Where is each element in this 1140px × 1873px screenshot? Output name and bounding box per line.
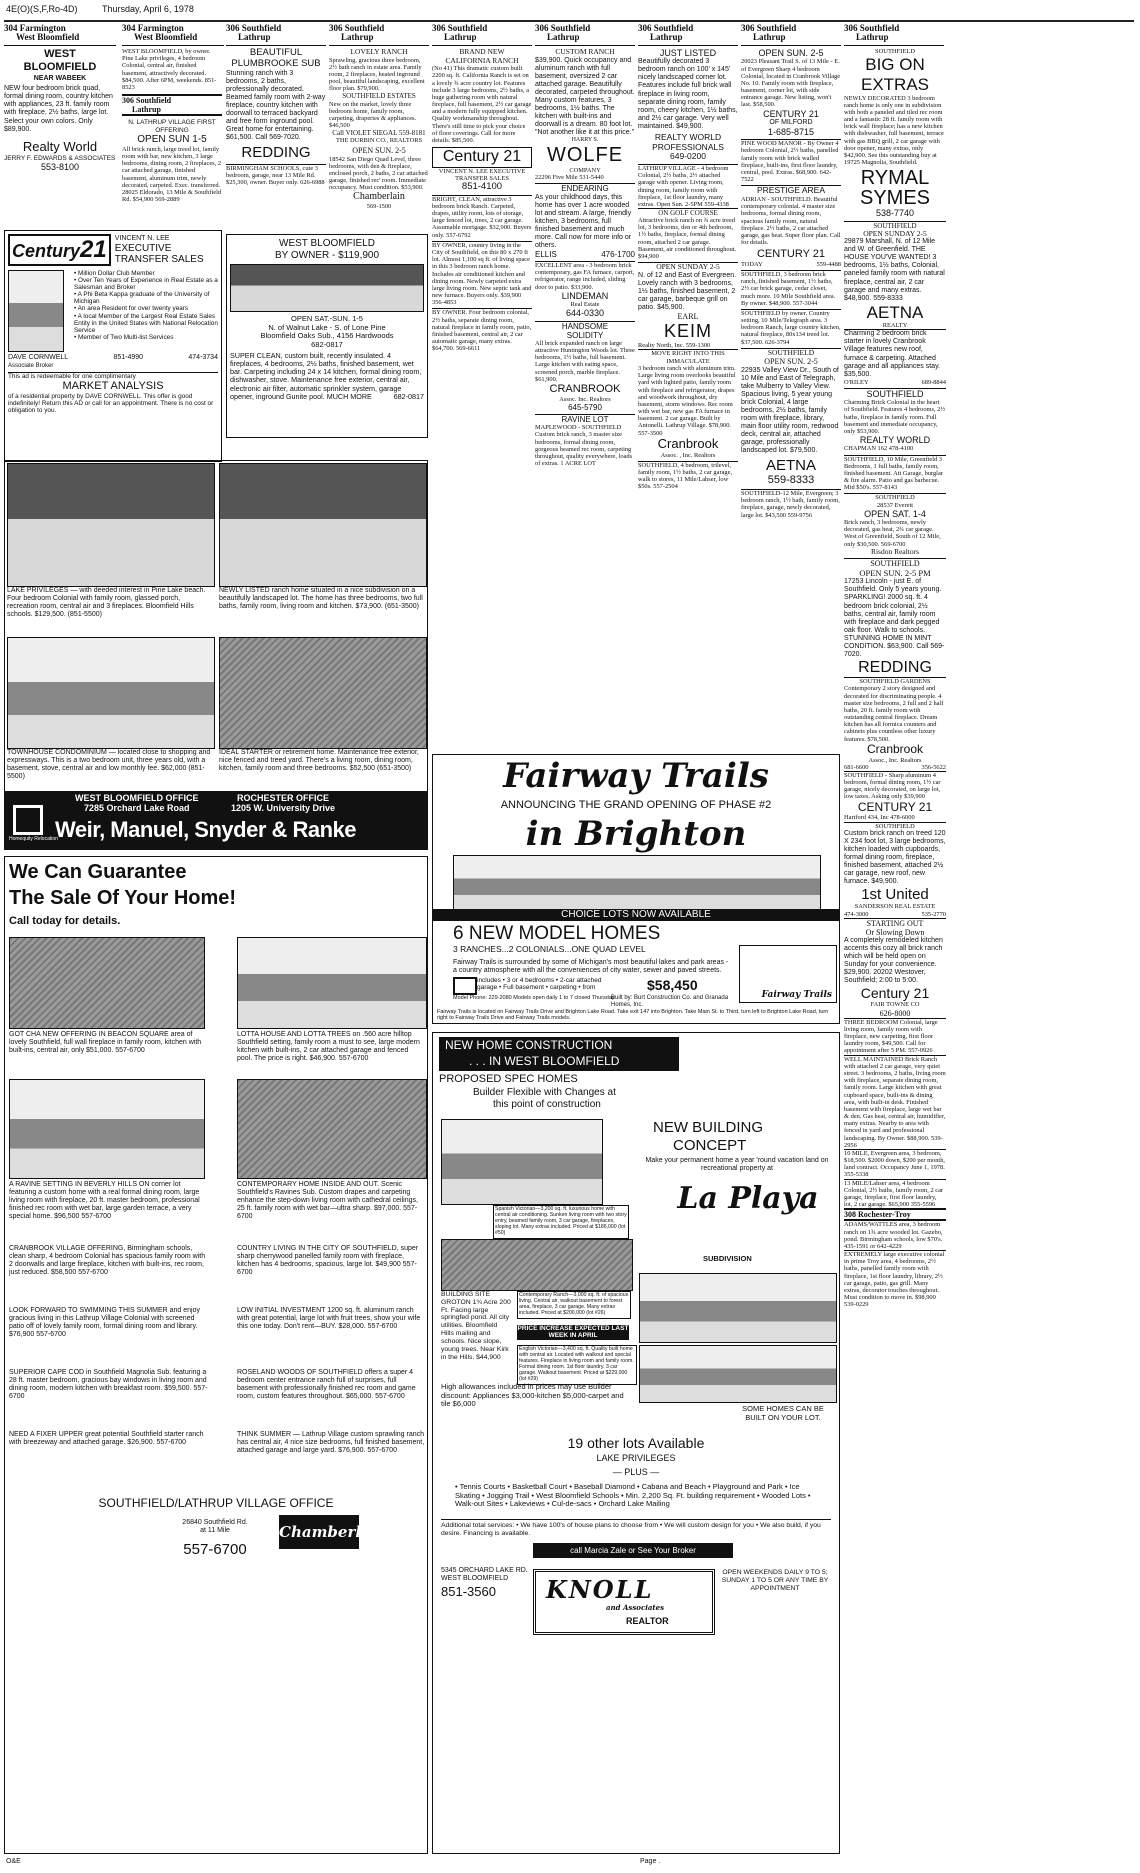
spec-box-2: Contemporary Ranch—3,000 sq. ft. of spacious living. Central air, walkout basement to forest area, fireplace, 3 car garage. Many extras included. Priced at $200,000 (lot #26)	[517, 1291, 631, 1319]
ad-body: $39,900. Quick occupancy and aluminum ranch with full basement, oversized 2 car attached garage. Beautifully decorated, carpeted throughout. Many custom features, 3 bedrooms, 1½ baths. The kitchen with built-ins and doorwall is a dream. 80 foot lot. "Not another like it at this price."	[535, 56, 635, 137]
ad-body-2: New on the market, lovely three bedroom home, family room, carpeting, draperies & appliances. $46,500	[329, 100, 417, 130]
broker-sub-10: FAIR TOWNE CO	[870, 1001, 920, 1009]
broker-name-8: CENTURY 21	[857, 799, 933, 814]
ad-body-5: SOUTHFIELD by owner. Country setting, 10 Mile/Telegraph area. 3 bedroom Ranch, large country kitchen, natural fireplace, 80x134 treed lot. $37,500. 626-3794	[741, 309, 841, 346]
knoll-realtor: REALTOR	[626, 1616, 669, 1626]
broker-phone: 553-8100	[40, 162, 80, 173]
ad-headline-2: EXTRAS	[860, 75, 930, 95]
broker-name-3: Cranbrook	[657, 435, 719, 451]
century21-agent: VINCENT N. LEE EXECUTIVE TRANSFER SALES	[114, 234, 204, 266]
listing-a2: LOTTA HOUSE AND LOTTA TREES on .560 acre hilltop Southfield setting, family room a must to see, large modern kitchen with built-ins, 2 car attached garage and fenced pool. The price is right. $46,900. 557-6700	[237, 1031, 420, 1063]
ad-headline-6: SOUTHFIELD	[844, 493, 946, 501]
colhead-9: 306 Southfield Lathrup	[844, 24, 944, 46]
office-address: 26840 Southfield Rd. at 11 Mile	[182, 1519, 248, 1535]
broker-name: VINCENT N. LEE EXECUTIVE TRANSFER SALES	[438, 167, 526, 182]
additional-services: Additional total services: • We have 100's of house plans to choose from • We will custom design for you • We also build, if you desire. Financing is available.	[441, 1519, 831, 1538]
ad-headline-2: PLUMBROOKE SUB	[231, 57, 321, 69]
phone: 682-0817	[311, 339, 343, 349]
knoll-phone: 851-3560	[441, 1584, 496, 1599]
fairway-model-phone: Model Phone: 229-2080 Models open daily 1 to 7 closed Thursday	[453, 995, 615, 1001]
offer-text: This ad is redeemable for one complimentary	[8, 372, 218, 380]
ad-headline-9: SOUTHFIELD	[844, 558, 946, 568]
ad-headline-2: ON GOLF COURSE	[638, 208, 738, 217]
ad-body-2: BIRMINGHAM SCHOOLS, cute 3 bedroom, garage, near 13 Mile Rd. $25,300, owner. Buyer only. 626-6988	[226, 164, 325, 186]
broker-name-5: Risdon Realtors	[870, 546, 920, 556]
fairway-house-drawing	[453, 855, 821, 913]
ad-body-7: 17253 Lincoln - just E. of Southfield. Only 5 years young. SPARKLING! 2000 sq. ft. 4 bedroom brick colonial, 2½ baths, central air, family room with fireplace and dark pegged oak floor. Walk to schools. STUNNING HOME IN MINT CONDITION. $63,900. Call 569-7020.	[844, 578, 945, 658]
colhead-7: 306 Southfield Lathrup	[638, 24, 738, 46]
agent-line: ELLIS 476-1700	[535, 249, 635, 259]
nhc-tagline: Make your permanent home a year 'round vacation land on recreational property at	[645, 1157, 829, 1173]
ad-headline-3: SOUTHFIELD	[844, 221, 946, 230]
broker-phone: 538-7740	[875, 208, 915, 219]
colhead-8: 306 Southfield Lathrup	[741, 24, 841, 46]
section-head: 306 Southfield Lathrup	[122, 94, 222, 116]
century21-body	[8, 270, 218, 352]
amenities: • Tennis Courts • Basketball Court • Baseball Diamond • Cabana and Beach • Playground and Park • Ice Skating • Jogging Trail • West Bloomfield Schools • Min. 2,200 Sq. Ft. building requirement • Wooded Lots • Walk-out Sites • Lakeviews • Cul-de-sacs • Orchard Lake Mailing	[455, 1482, 811, 1509]
broker-phone: 569-1500	[366, 202, 392, 210]
knoll-assoc: and Associates	[606, 1603, 665, 1612]
house-photo	[230, 264, 424, 312]
offer-headline: MARKET ANALYSIS	[62, 379, 164, 392]
broker-logo: Century 21	[432, 147, 532, 167]
ad-headline: OPEN SUN 1-5	[137, 134, 207, 146]
colhead-2: 304 Farmington West Bloomfield	[122, 24, 224, 46]
listing-photo-a1	[9, 937, 205, 1029]
ad-headline: BIG ON	[865, 55, 925, 75]
open-house: OPEN SAT.-SUN. 1-5	[291, 314, 363, 323]
broker-logo: KEIM	[663, 321, 712, 342]
price-increase-banner: PRICE INCREASE EXPECTED LAST WEEK IN APRIL	[517, 1325, 629, 1340]
ad-body-3: 18542 San Diego Quad Level, three bedrooms, with den & fireplace, enclosed porch, 2 baths, 2 car attached garage, finished rec' room. Immediate occupancy. Must condition. $53,900.	[329, 155, 428, 192]
broker-agent: HARRY S.	[571, 137, 599, 144]
century21-executive-ad	[4, 230, 222, 462]
ad-headline: LOVELY RANCH	[350, 48, 408, 56]
agent-contact: Call VIOLET SIEGAL 559-8181	[332, 129, 426, 138]
office-1: WEST BLOOMFIELD OFFICE 7285 Orchard Lake Road	[75, 793, 199, 814]
ad-headline-13: STARTING OUT	[844, 918, 946, 928]
ad-headline: WEST BLOOMFIELD	[279, 238, 375, 249]
listing-a9: SUPERIOR CAPE COD in Southfield Magnolia Sub. featuring a 28 ft. master bedroom, gracious bay windows in living room and dining room, modern kitchen with breakfast room. $59,500. 557-6700	[9, 1369, 208, 1401]
chamberlain-logo: Chamberlain	[279, 1515, 359, 1549]
broker-name-10: Century 21	[860, 985, 930, 1002]
broker-name: THE DURBIN CO., REALTORS	[335, 137, 423, 145]
ad-body-2: All brick ranch, large treed lot, family room with bar, new kitchen, 3 large bedrooms, dining room, 2 fireplaces, 2 car attached garage, finished basement, aluminum trim, newly decorated, carpeted. Exec. transferred. 28025 Eldorado, 13 Mile & Southfield Rd. $54,900 569-2889	[122, 145, 222, 204]
broker-name-2: CENTURY 21	[756, 248, 826, 261]
listing-photo-1	[7, 463, 215, 587]
homequity-logo	[13, 805, 43, 835]
listing-photo-a2	[237, 937, 427, 1029]
nhc-rendering-1	[441, 1119, 603, 1205]
broker-name: Realty World	[22, 138, 98, 154]
ad-body-2: 29879 Marshall, N. of 12 Mile and W. of Greenfield. THE HOUSE YOU'VE WANTED! 3 bedrooms, 1½ baths, Colonial, paneled family room with natural fireplace, central air, 2 car garage and many extras. $48,900. 559-8333	[844, 238, 945, 302]
colhead-3: 306 Southfield Lathrup	[226, 24, 326, 46]
ad-body-15: 13 MILE/Lahser area, 4 bedroom Colonial, 2½ baths, family room, 2 car garage, fireplace, first floor laundry, lot, 2 car garage. $65,900 355-5596	[844, 1179, 946, 1209]
broker-phone-3: 645-5790	[568, 402, 602, 412]
fairway-map-label: Fairway Trails	[761, 989, 832, 1000]
broker-line-7: 681-6600 356-5622	[844, 763, 946, 771]
ad-body-17: EXTREMELY large executive colonial in prime Troy area, 4 bedrooms, 2½ baths, panelled family room with fireplace, 1st floor laundry, library, 2½ car garage, patio, gas grill. Many extras, decorator touches throughout. Must condition to move in. $98,900 539-0229	[844, 1251, 945, 1309]
guarantee-headline: We Can Guarantee	[9, 861, 187, 883]
nhc-rendering-3	[639, 1273, 837, 1343]
ad-body: NEWLY DECORATED 3 bedroom ranch home is only one in subdivision with both a paneled and tiled rec room and a fantastic 28 ft. family room with brick wall fireplace; has a new kitchen with dishwasher, full basement, terrace with gas BBQ grill, 2 car garage with door opener, many extras, only $42,900. See this outstanding buy at 19725 Magnolia, Southfield.	[844, 94, 944, 167]
ad-headline-4: MOVE RIGHT INTO THIS IMMACULATE	[638, 349, 738, 365]
broker-sub-9: SANDERSON REAL ESTATE	[854, 903, 936, 911]
spec-box-1: Spanish Victorian—3,200 sq. ft. luxurious home with central air conditioning. Sunken living room with two story entry, beamed family room, 3 car garage, fireplaces, sloping lot. Many extras included. Priced at $186,000 (lot #50)	[493, 1205, 629, 1239]
ad-body-2: As your childhood days, this home has over 1 acre wooded lot and stream. A large, friendly kitchen, 3 bedrooms, full finished basement and much more. Call now for more info or others.	[535, 193, 632, 249]
ad-subhead: NEAR WABEEK	[33, 75, 87, 83]
ad-body-3: EXCELLENT area - 3 bedroom brick contemporary, gas FA furnace, carport, refrigerator, range included, sliding door to patio. $33,900.	[535, 262, 635, 291]
knoll-logo: KNOLL	[546, 1575, 654, 1604]
ad-headline-2: BLOOMFIELD	[23, 60, 97, 73]
listing-3: TOWNHOUSE CONDOMINIUM — located close to shopping and expressways. This is a two bedroom unit, three years old, with a basement, stove, central air and low monthly fee. $62,000 (851-5500)	[7, 749, 211, 781]
ad-body: SUPER CLEAN, custom built, recently insulated. 4 fireplaces, 4 bedrooms, 2½ baths, finished basement, wet bar. Carpeting including 24 x 14 kitchen, formal dining room, dishwasher, stove. Maintenance free exterior, central air, electronic air filter, automatic sprinkler system, garage opener, inground Gunite pool. MUCH MORE 682-0817	[230, 350, 424, 401]
col7	[638, 48, 738, 748]
west-bloomfield-by-owner-ad	[226, 234, 428, 438]
knoll-logo-box	[533, 1569, 715, 1635]
listing-photo-2	[219, 463, 427, 587]
ad-body: WEST BLOOMFIELD, by owner. Pine Lake privileges, 4 bedroom Colonial, central air, finished basement, attractively decorated. $84,500. After 6PM, weekends. 851-8523	[122, 48, 217, 91]
broker-sub-2: Realty North, Inc. 559-1300	[638, 341, 711, 349]
listing-a3: A RAVINE SETTING IN BEVERLY HILLS ON corner lot featuring a custom home with a real formal dining room, large living room with fireplace, 20 ft. master bedroom, professional finished rec room with wet bar, large garden terrace, a very special home. $96,500 557-6700	[9, 1181, 200, 1221]
ad-headline-5: SOUTHFIELD	[844, 388, 946, 399]
address: Bloomfield Oaks Sub., 4156 Hardwoods	[260, 331, 394, 341]
broker-name-3: CRANBROOK	[549, 382, 621, 395]
section-head-rochester-troy: 308 Rochester-Troy	[844, 1208, 946, 1221]
ad-body-4: N. of 12 and East of Evergreen. Lovely ranch with 3 bedrooms, 1½ baths, finished basement, 2 car garage, barbeque grill on patio. $45,900.	[638, 271, 737, 311]
broker-address: 22296 Five Mile 531-5440	[535, 174, 604, 182]
ad-body-4: SOUTHFIELD, 3 bedroom brick ranch, finished basement, 1½ baths, 2½ car brick garage, cedar closet, much more. 10 Mile Southfield area. By owner. $48,900. 557-3044	[741, 270, 841, 307]
broker-name: CENTURY 21	[763, 108, 819, 119]
fairway-body: Fairway Trails is surrounded by some of Michigan's most beautiful lakes and park areas - a country atmosphere with all the conveniences of city water, sewer and paved streets.	[453, 959, 729, 975]
building-site: BUILDING SITE GROTON 1¾ Acre 200 Ft. Facing large springfed pond. All city utilities. Bloomfield Hills mailing and schools. Nice slope, young trees. Near Kirk in the Hills. $44,900	[441, 1291, 511, 1361]
broker-agent: EARL	[677, 312, 699, 322]
nhc-builder: Builder Flexible with Changes at	[473, 1087, 616, 1098]
issue-date: Thursday, April 6, 1978	[102, 4, 194, 14]
ad-body-3: BY OWNER, country living in the City of Southfield, on this 80 x 270 ft lot. Almost 1,100 sq ft. of living space in this 3 bedroom ranch home. Includes air conditioned kitchen and dining room. Newly carpeted extra large living room. New septic tank and new furnace. Buyers only. $39,900 356-4853	[432, 241, 532, 307]
ad-body-16: ADAMS/WATTLES area, 3 bedroom ranch on 1¾ acre wooded lot. Gazebo, pond. Birmingham schools, low $70's. 435-1591 or 642-4229	[844, 1221, 943, 1250]
century21-bullets: • Million Dollar Club Member • Over Ten Years of Experience in Real Estate as a Salesman and Broker • A Phi Beta Kappa graduate of the University of Michigan • An area Resident for over twenty years • A local Member of the Largest Real Estate Sales Entity in the United States with National Relocation Service • Member of Two Multi-list Services	[74, 269, 218, 342]
chamberlain-guarantee-ad	[4, 856, 428, 1854]
broker-name-2: LINDEMAN	[561, 290, 609, 301]
ad-headline-14: Or Slowing Down	[865, 927, 925, 937]
listing-photo-4	[219, 637, 427, 749]
listing-a6: COUNTRY LIVING IN THE CITY OF SOUTHFIELD, super sharp cherrywood panelled family room with fireplace, kitchen has 4 bedrooms, spacious, large lot. $49,900 557-6700	[237, 1245, 419, 1277]
ad-body-2: PINE WOOD MANOR - By Owner 4 bedroom Colonial, 2½ baths, panelled family room with brick walled fireplace, built-ins, first floor laundry, central, pool. Extras. $68,900. 642-7522	[741, 139, 841, 183]
listing-a4: CONTEMPORARY HOME INSIDE AND OUT. Scenic Southfield's Ravines Sub. Custom drapes and carpeting enhance the step-down living room with cathedral ceilings, 25 ft. family room with wet bar—ultra sharp. $97,000. 557-6700	[237, 1181, 418, 1221]
colhead-6: 306 Southfield Lathrup	[535, 24, 635, 46]
fairway-model-types: 3 RANCHES...2 COLONIALS...ONE QUAD LEVEL	[453, 944, 646, 954]
col4-top	[329, 48, 429, 234]
ad-body-2: LATHRUP VILLAGE - 4 bedroom Colonial, 2½ baths, 2½ attached garage with opener. Living room, dining room, family room with fireplace, 1st floor laundry, many extras. Open Sun. 2-5PM 559-4338	[638, 164, 738, 208]
broker-name: REDDING	[241, 144, 311, 162]
broker-name-2: AETNA	[866, 302, 924, 322]
broker-logo: Chamberlain	[353, 191, 405, 203]
col8	[741, 48, 841, 748]
ad-subhead: N. LATHRUP VILLAGE FIRST OFFERING	[128, 119, 216, 134]
broker-phone-10: 626-8000	[879, 1008, 911, 1018]
ad-body-2: BRIGHT, CLEAN, attractive 3 bedroom brick Ranch. Carpeted, drapes, utility room, lots of storage, large fenced lot, trees, 2 car garage. Assumable mortgage. $32,900. Buyers only. 557-6792	[432, 195, 532, 239]
fairway-title: Fairway Trails	[503, 756, 769, 796]
broker-sub-8: Hartford 434, Inc 478-6000	[844, 814, 915, 822]
other-lots: 19 other lots Available	[567, 1435, 705, 1451]
fairway-builder: Built by: Burt Construction Co. and Granada Homes, Inc.	[611, 995, 729, 1008]
fairway-location: in Brighton	[525, 814, 747, 854]
ad-body-4: BY OWNER. Four bedroom colonial, 2½ baths, separate dining room, natural fireplace in family room, patio, finished basement, central air, 2 car automatic garage, many extras. $64,700. 569-6611	[432, 309, 532, 353]
listing-a12: THINK SUMMER — Lathrup Village custom sprawling ranch has central air, 4 nice size bedrooms, full finished basement, attached garage and large yard. $76,900. 557-6700	[237, 1431, 425, 1455]
ad-body-5: MAPLEWOOD - SOUTHFIELD Custom brick ranch, 3 master size bedrooms, formal dining room, gorgeous beamed rec room, carpeting throughout, quality everywhere, loads of extras. 1 ACRE LOT	[535, 424, 633, 468]
allowances: High allowances included in prices may use Builder discount: Appliances $3,000-kitchen $5,000-carpet and tile $6,000	[441, 1382, 624, 1409]
weir-manuel-banner	[5, 791, 427, 849]
how-logo-icon	[453, 977, 477, 995]
fairway-price: $58,450	[647, 977, 698, 993]
homequity-label: Homequity Relocation	[9, 836, 58, 842]
open-hours: OPEN WEEKENDS DAILY 9 TO 5; SUNDAY 1 TO 5 OR ANY TIME BY APPOINTMENT	[721, 1569, 829, 1592]
broker-phone-3: 559-8333	[767, 474, 815, 487]
ad-body: 20023 Pleasant Trail S. of 13 Mile - E. of Evergreen Sharp 4 bedroom Colonial, located in Cranbrook Village No. 10. Family room with fireplace, basement, corner lot, with side entrance garage. New listing, won't last. $58,500.	[741, 58, 841, 109]
broker-sub-2: REALTY	[882, 322, 908, 330]
office-2: ROCHESTER OFFICE 1205 W. University Drive	[231, 793, 336, 814]
nhc-spec: PROPOSED SPEC HOMES	[439, 1073, 578, 1085]
ad-west-bloomfield-near-wabeek	[4, 48, 116, 228]
column-heads	[4, 24, 1136, 46]
ad-body-7: SOUTHFIELD-12 Mile, Evergreen; 3 bedroom ranch, 1½ bath, family room, fireplace, garage, newly decorated, large lot. $43,500 559-9756	[741, 490, 840, 519]
ad-headline: BEAUTIFUL	[249, 48, 303, 58]
broker-name: RYMAL	[860, 167, 930, 190]
ad-body: Stunning ranch with 3 bedrooms, 2 baths, professionally decorated. Beamed family room with 2-way fireplace, country kitchen with doorwall to terraced backyard and free form inground pool. Great home for entertaining. $61,500. Call 569-7020.	[226, 69, 326, 142]
col2-top	[122, 48, 222, 230]
nhc-banner: NEW HOME CONSTRUCTION . . . IN WEST BLOOMFIELD	[439, 1037, 679, 1071]
col9	[844, 48, 946, 1863]
ad-body: (No 41) This dramatic custom built 2200 sq. ft. California Ranch is set on a lovely ¾ acre country lot. Features include 3 large bedrooms, 2½ baths, a huge gathering room with natural fireplace, full basement, 2½ car garage and a modern fully equipped kitchen. Quality workmanship throughout. There's still time to pick your choice of floor coverings. Call for more details. $85,500.	[432, 65, 532, 144]
office-phone: 557-6700	[183, 1541, 247, 1558]
broker-line-9: 474-3000 535-2770	[844, 910, 946, 918]
listing-4: IDEAL STARTER or retirement home. Maintenance free exterior, nice fenced and treed yard. There's a living room, dining room, kitchen, family room and three bedrooms. $52,500 (651-3500)	[219, 749, 419, 773]
ad-body-9: SOUTHFIELD - Sharp aluminum 4 bedroom, formal dining room, 1½ car garage, nicely decorated, on large lot, low taxes. Asking only $39,900	[844, 771, 946, 801]
broker-sub: PROFESSIONALS	[652, 141, 724, 152]
guarantee-headline-2: The Sale Of Your Home!	[9, 887, 237, 909]
ad-body-8: Contemporary 2 story designed and decorated for discriminating people. 4 master size bedrooms, 2 full and 2 half baths, 20 ft. family room with outstanding central fireplace. Dream kitchen has all formica counters and cabinets plus countless other luxury features. $78,500.	[844, 685, 944, 743]
broker-logo: WOLFE	[546, 143, 624, 166]
ad-body-14: 10 MILE, Evergreen area, 3 bedroom, $18,500. $2000 down, $200 per month, land contract. Occupancy June 1, 1978. 355-5338	[844, 1149, 946, 1179]
ad-headline: CUSTOM RANCH	[555, 48, 615, 56]
footer-publisher: O&E	[6, 1858, 21, 1865]
nhc-point: this point of construction	[493, 1099, 601, 1110]
ad-body-13: WELL MAINTAINED Brick Ranch with attached 2 car garage, very quiet street. 3 bedrooms, 2 baths, living room with fireplace, separate dining room, family room. Large kitchen with great cupboard space, built-ins & dining area, with built-in desk. Finished basement with fireplace, large wet bar & den. Gas heat, central air, humidifier, many extras. Nearby to area with fenced in yard and professional landscaping. By Owner. $88,900. 539-2956	[844, 1055, 946, 1149]
fairway-includes: includes • 3 or 4 bedrooms • 2-car attached garage • Full basement • carpeting • from	[477, 977, 602, 992]
col5	[432, 48, 532, 748]
ad-body-3: Attractive brick ranch on ¾ acre treed lot, 3 bedrooms, den or 4th bedroom, 1½ baths, fireplace, formal dining room, attached 2 car garage. Basement, air conditioned throughout. $94,900	[638, 217, 737, 260]
ad-body-4: All brick expanded ranch on large attractive Huntington Woods lot. Three bedrooms, 1½ baths, full basement. Large kitchen with eating space, screened porch, marble fireplace. $61,900.	[535, 339, 635, 383]
ad-headline-3: OPEN SUNDAY 2-5	[638, 262, 738, 272]
directions: N. of Walnut Lake - S. of Lone Pine	[268, 322, 386, 332]
ad-headline-12: SOUTHFIELD	[844, 822, 946, 830]
nhc-rendering-4	[639, 1345, 837, 1403]
call-to-action: call Marcia Zale or See Your Broker	[533, 1543, 733, 1558]
ad-headline: BRAND NEW	[459, 48, 505, 56]
ad-headline-2: CALIFORNIA RANCH	[445, 55, 519, 65]
knoll-address: 5345 ORCHARD LAKE RD. WEST BLOOMFIELD	[441, 1567, 528, 1583]
ad-headline-3: SOUTHFIELD	[741, 348, 841, 358]
ad-headline-8: OPEN SAT. 1-4	[864, 508, 926, 519]
broker-sub-3: Assoc. , Inc. Realtors	[660, 451, 716, 459]
broker-agent: JERRY F. EDWARDS & ASSOCIATES	[4, 154, 116, 162]
col6	[535, 48, 635, 748]
nhc-concept: NEW BUILDING	[653, 1119, 764, 1136]
ad-headline-2: ENDEARING	[535, 183, 635, 193]
ad-body-6: 22935 Valley View Dr., South of 10 Mile and East of Telegraph, take Mulberry to Valley View. Spacious living, 5 year young brick Colonial, 4 large bedrooms, 2½ baths, family room with fireplace, library, main floor utility room, redwood deck, central air, attached garage, professionally landscaped lot. $79,500.	[741, 366, 839, 455]
nhc-concept-2: CONCEPT	[673, 1137, 747, 1154]
nhc-rendering-2	[441, 1239, 633, 1291]
ad-body: Beautifully decorated 3 bedroom ranch on 100' x 145' nicely landscaped corner lot. Features include full brick wall fireplace in living room, separate dining room, family room, cheery kitchen, 1½ baths, and 2½ car garage. Very well maintained. $49,900.	[638, 58, 738, 130]
listing-a7: LOOK FORWARD TO SWIMMING THIS SUMMER and enjoy gracious living in this Lathrup Village Colonial with screened patio off of lovely family room, formal dining room and library. $76,900 557-6700	[9, 1307, 200, 1339]
broker-name-4: REALTY WORLD	[859, 435, 931, 446]
ad-body-11: A completely remodeled kitchen accents this cozy all brick ranch which will be held open on Sunday for your convenience. $29,900. 20202 Westover, Southfield; 2:00 to 5:00.	[844, 937, 943, 985]
fairway-map	[739, 945, 837, 1003]
ad-body-5: 3 bedroom ranch with aluminum trim. Large living room overlooks beautiful yard with lighted patio, family room with fireplace and refrigerator, drapes and woodwork throughout, dry basement, storm windows. Rec room with wet bar, new gas FA furnace in basement. 2 car garage. Built by Antonelli. Lathrup Village. $78,900. 557-3500	[638, 365, 736, 437]
footer-page: Page .	[640, 1858, 661, 1865]
ad-headline-3: HANDSOME	[535, 321, 635, 331]
la-playa-logo: La Playa	[677, 1181, 819, 1216]
broker-name-b: SYMES	[859, 187, 931, 210]
listing-1: LAKE PRIVILEGES — with deeded interest in Pine Lake beach. Four bedroom Colonial with family room, glassed porch, recreation room, central air and 3 fireplaces. Bloomfield Hills schools. $129,500. (851-5500)	[7, 587, 206, 619]
ad-headline-2: OPEN SUN. 2-5	[352, 146, 406, 156]
offer-fine-print: of a residential property by DAVE CORNWELL. This offer is good indefinitely! Return this AD or call for an appointment. There is no cost or obligation to you.	[8, 392, 214, 414]
broker-line-2: TODAY 559-4488	[741, 260, 841, 268]
listing-a8: LOW INITIAL INVESTMENT 1200 sq. ft. aluminum ranch with great potential, large lot with fruit trees, show your wife this one today. Don't rent—BUY. $28,000. 557-6700	[237, 1307, 421, 1331]
ad-headline: OPEN SUN. 2-5	[758, 48, 824, 58]
page-header	[6, 4, 1134, 18]
ad-headline-11: SOUTHFIELD GARDENS	[844, 677, 946, 685]
broker-line-3: O'RILEY 689-8844	[844, 378, 946, 386]
ad-price: BY OWNER - $119,900	[274, 249, 380, 261]
guarantee-cta: Call today for details.	[9, 915, 121, 927]
ad-headline-4: SOLIDITY	[566, 330, 604, 340]
broker-name-3: AETNA	[765, 457, 816, 475]
ad-body-6: SOUTHFIELD, 4 bedroom, trilevel, family room, 1½ baths, 2 car garage, walk to stores, 11 Mile/Lahser, low $50s. 557-2504	[638, 461, 738, 491]
weir-manuel-name: Weir, Manuel, Snyder & Ranke	[55, 817, 357, 842]
broker-phone: 649-0200	[670, 151, 706, 162]
ad-headline-2: PRESTIGE AREA	[741, 185, 841, 196]
century21-logo: Century21	[8, 234, 111, 266]
ad-headline: WEST	[44, 48, 76, 60]
ad-body-4: Charming Brick Colonial in the heart of Southfield. Features 4 bedrooms, 2½ baths, fireplace in family room. Full basement and immediate occupancy, only $53,900.	[844, 399, 946, 435]
knoll-new-home-construction-ad	[432, 1032, 840, 1854]
colhead-4: 306 Southfield Lathrup	[329, 24, 429, 46]
colhead-5: 306 Southfield Lathrup	[432, 24, 532, 46]
broker-sub: OF MILFORD	[769, 118, 813, 126]
century21-logo-row	[8, 234, 218, 266]
broker-sub-3: Assoc. Inc. Realtors	[559, 395, 611, 403]
ad-body: NEW four bedroom brick quad, formal dining room, country kitchen with appliances, 23 ft. family room with fireplace, 2½ baths, large lot. Select your own colors. Only $89,900.	[4, 85, 113, 133]
listing-photo-3	[7, 637, 215, 749]
fairway-trails-ad	[432, 754, 840, 1024]
broker-phone: 1-685-8715	[767, 126, 815, 137]
ad-headline-4: OPEN SUNDAY 2-5	[863, 228, 927, 238]
ad-body-12: THREE BEDROOM Colonial, large living room, family room with fireplace, new carpeting, first floor laundry room, $49,500. Call for appointment after 5 PM. 557-0926	[844, 1018, 946, 1055]
ad-headline-10: OPEN SUN. 2-5 PM	[859, 567, 931, 578]
ad-headline: JUST LISTED	[659, 48, 717, 58]
listing-a10: ROSELAND WOODS OF SOUTHFIELD offers a super 4 bedroom center entrance ranch full of surprises, full basement with professionally finished rec room and game room, custom features throughout. $65,000. 557-6700	[237, 1369, 416, 1401]
lake-privileges: LAKE PRIVILEGES	[596, 1453, 676, 1463]
broker-name-6: REDDING	[858, 658, 932, 676]
spec-box-3: English Victorian—3,400 sq. ft. Quality built home with central air. Located with walkout and special features. Fireplace in living room and family room. Formal dining room. 1st floor laundry. 3 car garage. Walkout basement. Priced at $229,000 (lot #29)	[517, 1345, 637, 1385]
col3-top	[226, 48, 326, 230]
broker-name: REALTY WORLD	[654, 131, 722, 142]
ad-subhead: SOUTHFIELD ESTATES	[342, 92, 416, 101]
agent-portrait	[8, 270, 64, 352]
plus: — PLUS —	[612, 1467, 660, 1477]
listing-a11: NEED A FIXER UPPER great potential Southfield starter ranch with breezeway and attached garage. $26,900. 557-6700	[9, 1431, 204, 1447]
weir-manuel-ad	[4, 460, 428, 850]
broker-name-7: Cranbrook	[866, 741, 924, 756]
listing-a5: CRANBROOK VILLAGE OFFERING, Birmingham schools, clean sharp, 4 bedroom Colonial has spacious family room with 2 doorwalls and large fireplace, kitchen with built-ins, rec room, just reduced. $58,500 557-6700	[9, 1245, 206, 1277]
build-on-your-lot: SOME HOMES CAN BE BUILT ON YOUR LOT.	[742, 1404, 824, 1422]
page-code: 4E(O)(S,F,Ro-4D)	[6, 4, 78, 14]
broker-sub: COMPANY	[569, 166, 601, 174]
broker-phone: 851-4100	[461, 180, 503, 192]
broker-sub-7: Assoc., Inc. Realtors	[868, 756, 922, 764]
century21-contact: DAVE CORNWELL Associate Broker 851-4990 474-3734	[8, 353, 218, 369]
broker-sub-4: CHAPMAN 162 478-4100	[844, 445, 914, 453]
ad-kicker: SOUTHFIELD	[874, 48, 916, 55]
broker-phone-2: 644-0330	[565, 308, 605, 319]
listing-photo-a4	[237, 1079, 427, 1179]
ad-headline-4: OPEN SUN. 2-5	[764, 357, 818, 367]
fairway-directions: Fairway Trails is located on Fairway Trails Drive and Brighton Lake Road. Take exit 147 into Brighton. Take Main St. to Third, turn left to Brighton Lake Road, turn right to Fairway Trails Drive and Fairway Trails models.	[437, 1009, 829, 1022]
ad-body-6: Brick ranch, 3 bedrooms, newly decorated, gas heat, 2¾ car garage. West of Greenfield, South of 12 Mile, only $30,500. 569-6700	[844, 519, 941, 548]
ad-address: 28537 Everett	[876, 501, 914, 509]
broker-sub-2: Real Estate	[570, 301, 600, 309]
colhead-1: 304 Farmington West Bloomfield	[4, 24, 116, 46]
ad-body-5: SOUTHFIELD, 10 Mile, Greenfield 3 Bedrooms, 1 full baths, family room, finished basement. Att Garage, burglar & fire alarm. Patio and gas barbecue. Mid $50's. 557-8143	[844, 455, 946, 492]
office-name: SOUTHFIELD/LATHRUP VILLAGE OFFICE	[98, 1496, 334, 1510]
ad-headline-5: RAVINE LOT	[535, 414, 635, 424]
fairway-announce: ANNOUNCING THE GRAND OPENING OF PHASE #2	[500, 799, 772, 811]
fairway-lots: CHOICE LOTS NOW AVAILABLE	[433, 909, 839, 921]
fairway-models: 6 NEW MODEL HOMES	[453, 923, 661, 944]
listing-photo-a3	[9, 1079, 205, 1179]
listing-2: NEWLY LISTED ranch home situated in a nice subdivision on a beautifully landscaped lot. The home has three bedrooms, two full baths, family room, living room and kitchen. $73,900. (651-3500)	[219, 587, 423, 611]
listing-a1: GOT CHA NEW OFFERING IN BEACON SQUARE area of lovely Southfield, full wall fireplace in family room, kitchen with built-ins, central air, only $51,000. 557-6700	[9, 1031, 202, 1055]
broker-name-9: 1st United	[861, 886, 929, 904]
ad-body-3: ADRIAN - SOUTHFIELD. Beautiful contemporary colonial. 4 master size bedrooms, formal dining room, spacious family room, natural fireplace. 2½ baths, 2 car attached garage, gas heat. Super floor plan. Call for details.	[741, 196, 841, 247]
ad-body-10: Custom brick ranch on treed 120 X 234 foot lot, 3 large bedrooms, kitchen loaded with cupboards, formal dining room, fireplace, finished basement, attached 2½ car garage, new roof, new furnace. $49,900.	[844, 829, 946, 886]
la-playa-subdivision: SUBDIVISION	[703, 1254, 752, 1263]
header-rule	[4, 20, 1134, 22]
ad-body: Sprawling, gracious three bedroom, 2½ bath ranch in estate area. Family room, 2 fireplaces, heated inground pool, beautiful landscaping, excellent floor plan. $79,900.	[329, 56, 425, 93]
ad-body-3: Charming 2 bedroom brick starter in lovely Cranbrook Village features new roof, furnace & carpeting. Attached garage and all appliances stay. $35,500.	[844, 329, 946, 378]
